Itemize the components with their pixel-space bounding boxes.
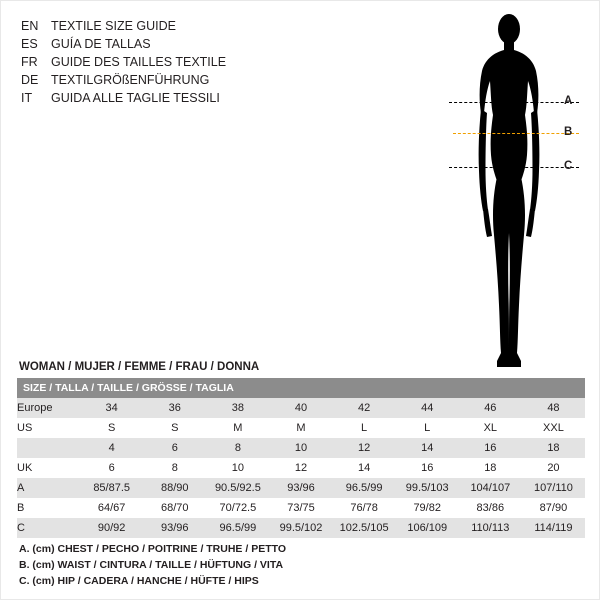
cell: 16 [459,438,522,458]
cell: 73/75 [269,498,332,518]
cell: 114/119 [522,518,585,538]
marker-label-a: A [564,95,573,107]
table-header-label: SIZE / TALLA / TAILLE / GRÖSSE / TAGLIA [17,378,585,398]
language-row [21,89,341,107]
language-title: GUIDE DES TAILLES TEXTILE [51,55,227,69]
marker-label-b: B [564,126,573,138]
table-row [17,478,585,498]
language-row [21,17,341,35]
female-body-silhouette-icon [451,9,571,374]
cell: S [143,418,206,438]
row-label: US [17,418,80,438]
cell: 64/67 [80,498,143,518]
cell: 110/113 [459,518,522,538]
language-list [21,17,341,107]
cell: 46 [459,398,522,418]
cell: 96.5/99 [333,478,396,498]
table-row [17,418,585,438]
cell: 6 [80,458,143,478]
cell: 99.5/103 [396,478,459,498]
cell: 16 [396,458,459,478]
cell: 42 [333,398,396,418]
cell: M [206,418,269,438]
language-code: DE [21,73,39,87]
cell: 12 [269,458,332,478]
cell: 83/86 [459,498,522,518]
cell: L [396,418,459,438]
table-row [17,518,585,538]
cell: 8 [143,458,206,478]
cell: 20 [522,458,585,478]
cell: 10 [206,458,269,478]
cell: 68/70 [143,498,206,518]
cell: 102.5/105 [333,518,396,538]
row-label [17,438,80,458]
cell: XXL [522,418,585,438]
cell: 88/90 [143,478,206,498]
cell: 99.5/102 [269,518,332,538]
cell: 34 [80,398,143,418]
cell: 8 [206,438,269,458]
language-title: GUÍA DE TALLAS [51,37,151,51]
cell: 90/92 [80,518,143,538]
table-row [17,398,585,418]
cell: 107/110 [522,478,585,498]
cell: 18 [522,438,585,458]
hip-measure-line [449,167,579,168]
table-header-row [17,378,585,398]
language-row [21,71,341,89]
measurement-notes [19,541,579,589]
row-label: A [17,478,80,498]
cell: 104/107 [459,478,522,498]
language-row [21,53,341,71]
cell: 106/109 [396,518,459,538]
cell: 76/78 [333,498,396,518]
cell: 48 [522,398,585,418]
table-row [17,438,585,458]
language-code: FR [21,55,38,69]
language-title: GUIDA ALLE TAGLIE TESSILI [51,91,220,105]
cell: 90.5/92.5 [206,478,269,498]
cell: 93/96 [143,518,206,538]
row-label: C [17,518,80,538]
note-waist: B. (cm) WAIST / CINTURA / TAILLE / HÜFTUNG / VITA [19,559,284,571]
table-row [17,458,585,478]
cell: XL [459,418,522,438]
cell: 44 [396,398,459,418]
cell: 85/87.5 [80,478,143,498]
cell: S [80,418,143,438]
cell: 14 [396,438,459,458]
body-figure-area [421,9,591,374]
note-hip: C. (cm) HIP / CADERA / HANCHE / HÜFTE / HIPS [19,575,259,587]
cell: 96.5/99 [206,518,269,538]
row-label: Europe [17,398,80,418]
cell: 4 [80,438,143,458]
cell: 18 [459,458,522,478]
size-table-section [17,361,585,538]
cell: 93/96 [269,478,332,498]
language-row [21,35,341,53]
cell: 10 [269,438,332,458]
size-table [17,378,585,538]
row-label: UK [17,458,80,478]
chest-measure-line [449,102,579,103]
cell: L [333,418,396,438]
cell: 6 [143,438,206,458]
table-row [17,498,585,518]
language-title: TEXTILGRÖßENFÜHRUNG [51,73,210,87]
cell: 38 [206,398,269,418]
language-code: EN [21,19,39,33]
language-code: ES [21,37,38,51]
cell: 36 [143,398,206,418]
cell: 14 [333,458,396,478]
waist-measure-line [453,133,579,134]
cell: 79/82 [396,498,459,518]
note-chest: A. (cm) CHEST / PECHO / POITRINE / TRUHE / PETTO [19,543,287,555]
marker-label-c: C [564,160,573,172]
cell: M [269,418,332,438]
language-code: IT [21,91,33,105]
cell: 40 [269,398,332,418]
cell: 87/90 [522,498,585,518]
cell: 70/72.5 [206,498,269,518]
table-group-title: WOMAN / MUJER / FEMME / FRAU / DONNA [19,361,260,373]
row-label: B [17,498,80,518]
cell: 12 [333,438,396,458]
language-title: TEXTILE SIZE GUIDE [51,19,177,33]
